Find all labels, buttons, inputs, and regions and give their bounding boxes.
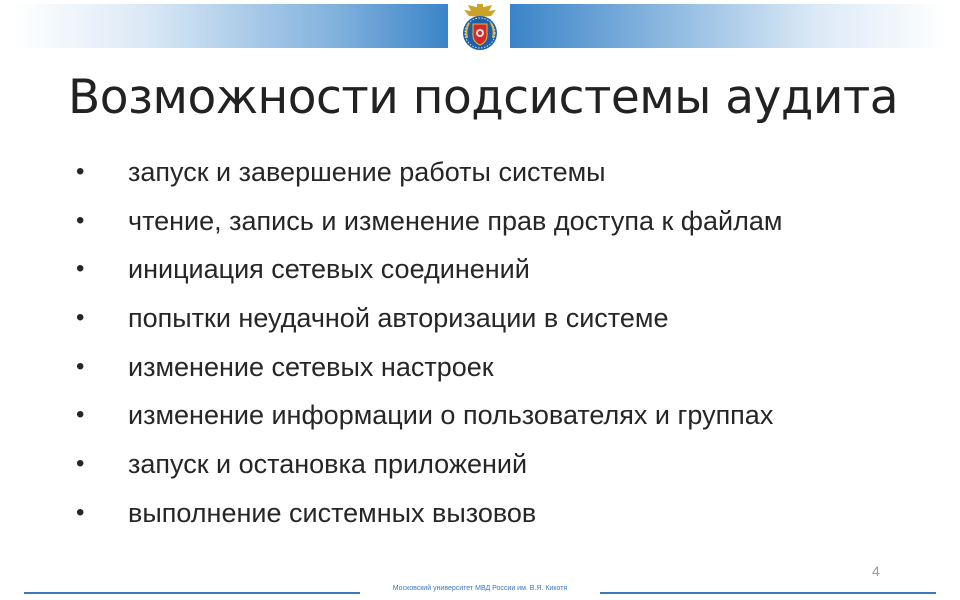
bullet-text: выполнение системных вызовов <box>128 497 537 528</box>
page-number: 4 <box>872 563 880 579</box>
bullet-marker: • <box>76 158 85 185</box>
bullet-text: попытки неудачной авторизации в системе <box>128 303 669 334</box>
footer-divider-left <box>24 592 360 594</box>
bullet-text: изменение сетевых настроек <box>128 351 494 382</box>
bullet-text: чтение, запись и изменение прав доступа к файлам <box>128 205 783 236</box>
bullet-marker: • <box>76 304 85 332</box>
bullet-marker: • <box>76 401 85 429</box>
bullet-text: инициация сетевых соединений <box>128 254 530 285</box>
bullet-marker: • <box>76 498 85 526</box>
slide-title: Возможности подсистемы аудита <box>68 70 899 125</box>
mvd-university-emblem-icon <box>455 2 505 54</box>
bullet-marker: • <box>76 255 85 283</box>
footer-org-name: Московский университет МВД России им. В.Я. Кикотя <box>360 585 600 592</box>
bullet-marker: • <box>76 206 85 234</box>
bullet-text: запуск и завершение работы системы <box>128 157 606 187</box>
header-band-right <box>510 4 946 48</box>
bullet-marker: • <box>76 450 85 478</box>
header-band-left <box>14 4 448 48</box>
bullet-text: запуск и остановка приложений <box>128 449 528 480</box>
bullet-text: изменение информации о пользователях и группах <box>128 400 774 431</box>
footer-divider-right <box>600 592 936 594</box>
bullet-marker: • <box>76 352 85 380</box>
